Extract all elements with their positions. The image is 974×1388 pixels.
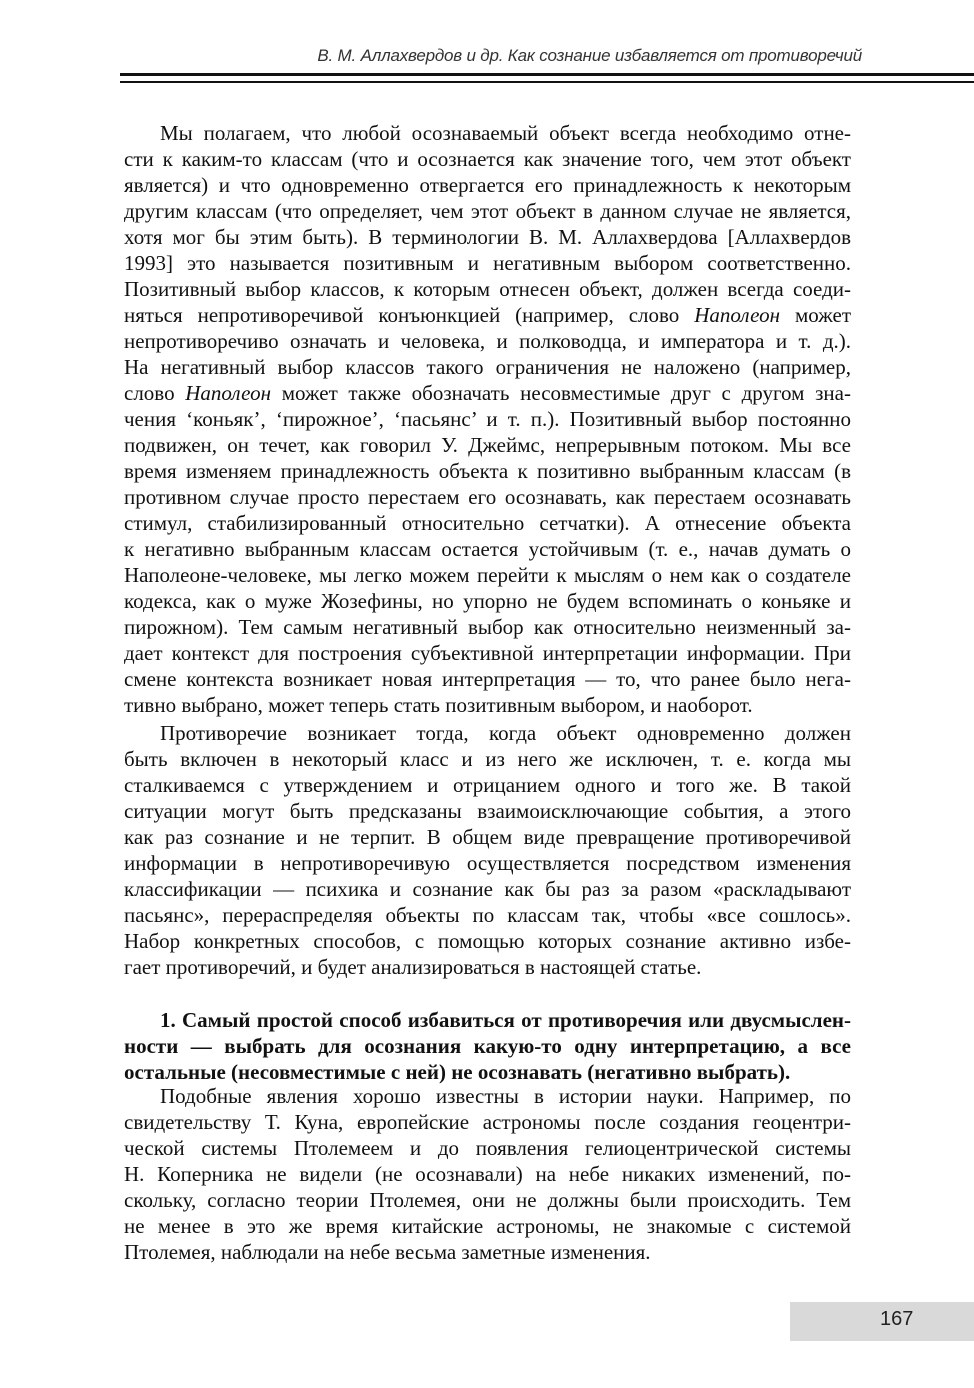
text-line: няться непротиворечивой конъюнкцией (например, слово Наполеон может	[124, 303, 851, 327]
text-line: ческой системы Птолемеем и до появления гелиоцентрической системы	[124, 1136, 851, 1160]
page-number: 167	[880, 1308, 914, 1330]
text-line: Подобные явления хорошо известны в истории науки. Например, по	[160, 1084, 851, 1108]
text-line: сталкиваемся с утверждением и отрицанием одного и того же. В такой	[124, 773, 851, 797]
text-line: ситуации могут быть предсказаны взаимоисключающие события, а этого	[124, 799, 851, 823]
text-line: Птолемея, наблюдали на небе весьма заметные изменения.	[124, 1240, 651, 1264]
text-line: является) и что одновременно отвергается его принадлежность к некоторым	[124, 173, 851, 197]
text-line: не менее в это же время китайские астрономы, не знакомые с системой	[124, 1214, 851, 1238]
text-line: гает противоречий, и будет анализироваться в настоящей статье.	[124, 955, 702, 979]
text-line: подвижен, он течет, как говорил У. Джеймс, непрерывным потоком. Мы все	[124, 433, 851, 457]
text-line: время изменяем принадлежность объекта к позитивно выбранным классам (в	[124, 459, 851, 483]
text-line: информации в непротиворечивую осуществляется посредством изменения	[124, 851, 851, 875]
text-line: На негативный выбор классов такого ограничения не наложено (например,	[124, 355, 851, 379]
text-line: пирожном). Тем самым негативный выбор как относительно неизменный за-	[124, 615, 851, 639]
text-line: чения ‘коньяк’, ‘пирожное’, ‘пасьянс’ и т. п.). Позитивный выбор постоянно	[124, 407, 851, 431]
paragraph-1	[124, 120, 851, 718]
text-line: кодекса, как о муже Жозефины, но упорно не будем вспоминать о коньяке и	[124, 589, 851, 613]
text-line: ности — выбрать для осознания какую-то одну интерпретацию, а все	[124, 1034, 851, 1058]
text-line: свидетельству Т. Куна, европейские астрономы после создания геоцентри-	[124, 1110, 851, 1134]
section-heading	[124, 1007, 851, 1085]
text-line: другим классам (что определяет, чем этот объект в данном случае не является,	[124, 199, 851, 223]
paragraph-3	[124, 1083, 851, 1265]
text-line: хотя мог бы этим быть). В терминологии В. М. Аллахвердова [Аллахвердов	[124, 225, 851, 249]
text-line: к негативно выбранным классам остается устойчивым (т. е., начав думать о	[124, 537, 851, 561]
running-head: В. М. Аллахвердов и др. Как сознание избавляется от противоречий	[317, 46, 862, 65]
text-line: классификации — психика и сознание как бы раз за разом «раскладывают	[124, 877, 851, 901]
text-line: непротиворечиво означать и человека, и полководца, и императора и т. д.).	[124, 329, 851, 353]
text-line: дает контекст для построения субъективной интерпретации информации. При	[124, 641, 851, 665]
paragraph-2	[124, 720, 851, 980]
text-line: Наполеоне-человеке, мы легко можем перейти к мыслям о нем как о создателе	[124, 563, 851, 587]
text-line: тивно выбрано, может теперь стать позитивным выбором, и наоборот.	[124, 693, 753, 717]
text-line: быть включен в некоторый класс и из него же исключен, т. е. когда мы	[124, 747, 851, 771]
text-line: слово Наполеон может также обозначать несовместимые друг с другом зна-	[124, 381, 851, 405]
text-line: стимул, стабилизированный относительно сетчатки). А отнесение объекта	[124, 511, 851, 535]
text-line: Набор конкретных способов, с помощью которых сознание активно избе-	[124, 929, 851, 953]
text-line: пасьянс», перераспределяя объекты по классам так, чтобы «все сошлось».	[124, 903, 851, 927]
header-rule-thin	[120, 81, 974, 83]
text-line: остальные (несовместимые с ней) не осознавать (негативно выбрать).	[124, 1060, 791, 1084]
text-line: как раз сознание и не терпит. В общем виде превращение противоречивой	[124, 825, 851, 849]
text-line: смене контекста возникает новая интерпретация — то, что ранее было нега-	[124, 667, 851, 691]
text-line: 1. Самый простой способ избавиться от противоречия или двусмыслен-	[160, 1008, 851, 1032]
header-rule-thick	[120, 73, 974, 76]
italic-term: Наполеон	[694, 303, 781, 327]
italic-term: Наполеон	[185, 381, 272, 405]
text-line: 1993] это называется позитивным и негативным выбором соответственно.	[124, 251, 851, 275]
text-line: противном случае просто перестаем его осознавать, как перестаем осознавать	[124, 485, 851, 509]
text-line: Противоречие возникает тогда, когда объект одновременно должен	[160, 721, 851, 745]
text-line: скольку, согласно теории Птолемея, они не должны были происходить. Тем	[124, 1188, 851, 1212]
text-line: Мы полагаем, что любой осознаваемый объект всегда необходимо отне-	[160, 121, 851, 145]
text-line: Н. Коперника не видели (не осознавали) на небе никаких изменений, по-	[124, 1162, 851, 1186]
text-line: сти к каким-то классам (что и осознается как значение того, чем этот объект	[124, 147, 851, 171]
text-line: Позитивный выбор классов, к которым отнесен объект, должен всегда соеди-	[124, 277, 851, 301]
